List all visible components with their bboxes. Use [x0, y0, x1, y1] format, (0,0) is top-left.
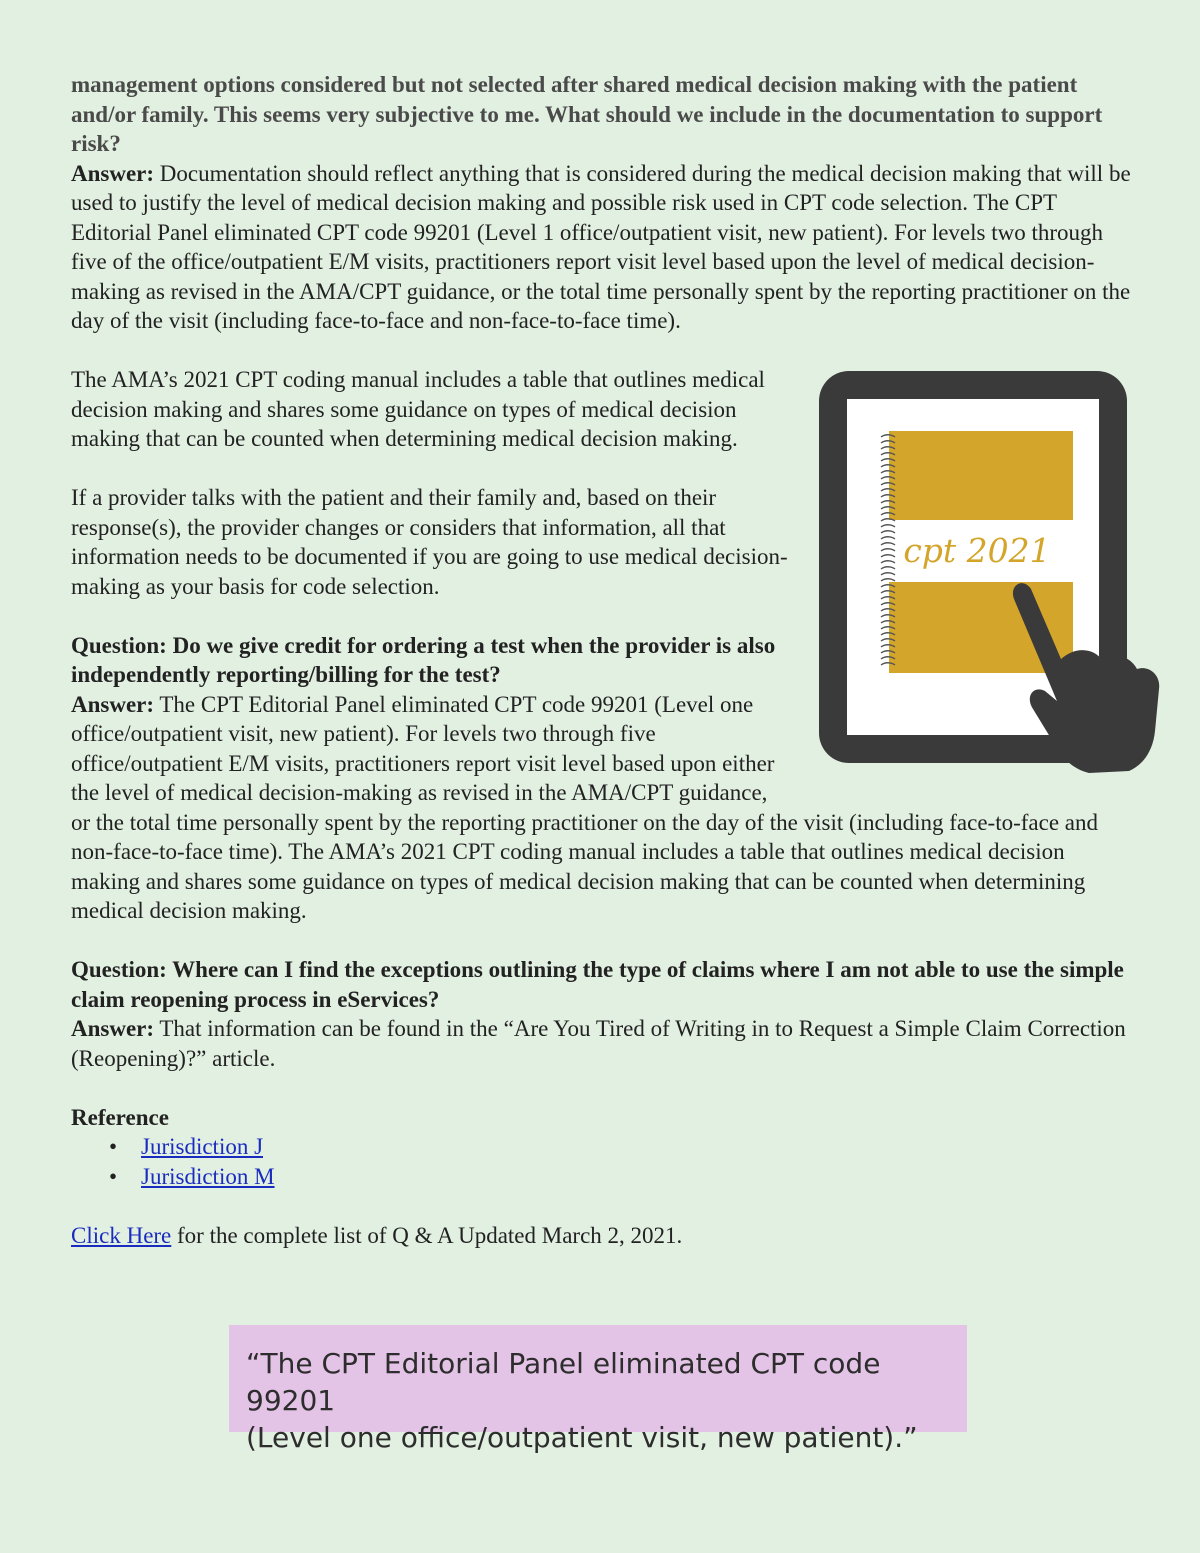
ama-paragraph: The AMA’s 2021 CPT coding manual includes a table that outlines medical decision making and shares some guidance on types of medical decision making that can be counted when determining medical decision making. [71, 367, 765, 451]
article-body [71, 70, 1131, 1250]
answer-text: The CPT Editorial Panel eliminated CPT code 99201 (Level one office/outpatient visit, new patient). For levels two through five office/outpatient E/M visits, practitioners report visit level based upon either the level of medical decision-making as revised in the AMA/CPT guidance, or the total time personally spent by the reporting practitioner on the day of the visit (including face-to-face and non-face-to-face time). The AMA’s 2021 CPT coding manual includes a table that outlines medical decision making and shares some guidance on types of medical decision making that can be counted when determining medical decision making. [71, 691, 1098, 923]
pull-quote-line: (Level one office/outpatient visit, new patient).” [246, 1421, 918, 1454]
reference-list [71, 1132, 1131, 1191]
intro-answer [71, 159, 1131, 336]
jurisdiction-m-link[interactable]: Jurisdiction M [141, 1163, 275, 1189]
pull-quote-line: “The CPT Editorial Panel eliminated CPT code 99201 [246, 1347, 881, 1417]
answer-text: That information can be found in the “Are You Tired of Writing in to Request a Simple Claim Correction (Reopening)?” article. [71, 1016, 1126, 1071]
reference-item [109, 1162, 1131, 1192]
provider-paragraph: If a provider talks with the patient and their family and, based on their response(s), the provider changes or considers that information, all that information needs to be documented if you are going to use medical decision-making as your basis for code selection. [71, 485, 788, 599]
answer-label: Answer: [71, 1016, 155, 1041]
tablet-icon [811, 359, 1161, 779]
jurisdiction-j-link[interactable]: Jurisdiction J [141, 1134, 264, 1159]
footer-text: for the complete list of Q & A Updated March 2, 2021. [171, 1222, 683, 1248]
question-3: Question: Where can I find the exceptions outlining the type of claims where I am not able to use the simple claim reopening process in eServices? [71, 957, 1124, 1012]
question-2: Question: Do we give credit for ordering a test when the provider is also independently reporting/billing for the test? [71, 632, 776, 687]
pull-quote [229, 1325, 967, 1454]
click-here-link[interactable]: Click Here [71, 1222, 172, 1248]
cpt-tablet-illustration [811, 359, 1161, 779]
book-title: cpt 2021 [903, 531, 1051, 570]
answer-label: Answer: [71, 160, 155, 186]
answer-3 [71, 1014, 1131, 1073]
answer-label: Answer: [71, 691, 155, 717]
intro-question: management options considered but not selected after shared medical decision making with the patient and/or family. This seems very subjective to me. What should we include in the documentation to support risk? [71, 72, 1103, 156]
reference-item [109, 1132, 1131, 1162]
reference-heading: Reference [71, 1104, 169, 1130]
answer-text: Documentation should reflect anything that is considered during the medical decision making that will be used to justify the level of medical decision making and possible risk used in CPT code selection. The CPT Editorial Panel eliminated CPT code 99201 (Level 1 office/outpatient visit, new patient). For levels two through five of the office/outpatient E/M visits, practitioners report visit level based upon the level of medical decision-making as revised in the AMA/CPT guidance, or the total time personally spent by the reporting practitioner on the day of the visit (including face-to-face and non-face-to-face time). [71, 160, 1131, 333]
footer-line [71, 1221, 1131, 1251]
